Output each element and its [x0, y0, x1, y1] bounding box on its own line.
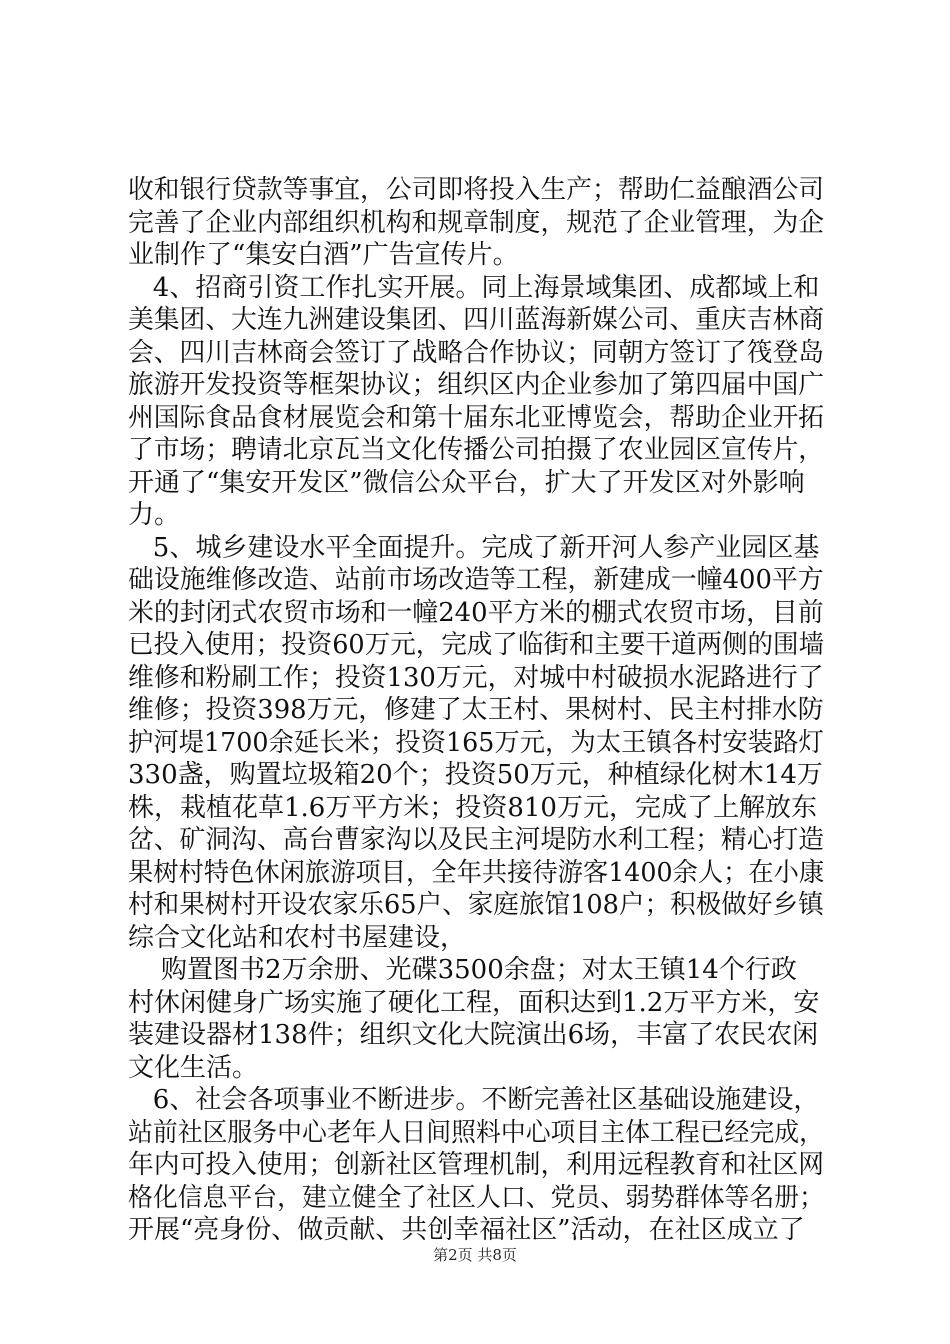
- text-line: 站前社区服务中心老年人日间照料中心项目主体工程已经完成，: [128, 1117, 824, 1148]
- text-line: 购置图书2万余册、光碟3500余盘；对太王镇14个行政: [128, 955, 797, 985]
- text-line: 株，栽植花草1.6万平方米；投资810万元，完成了上解放东: [128, 792, 817, 823]
- text-line: 旅游开发投资等框架协议；组织区内企业参加了第四届中国广: [128, 370, 825, 400]
- text-line: 米的封闭式农贸市场和一幢240平方米的棚式农贸市场，目前: [128, 597, 824, 628]
- text-line: 果树村特色休闲旅游项目，全年共接待游客1400余人；在小康: [128, 857, 825, 888]
- text-line: 收和银行贷款等事宜，公司即将投入生产；帮助仁益酿酒公司: [128, 175, 825, 205]
- text-line: 维修和粉刷工作；投资130万元，对城中村破损水泥路进行了: [128, 662, 824, 693]
- text-line: 村和果树村开设农家乐65户、家庭旅馆108户；积极做好乡镇: [128, 890, 824, 920]
- text-line: 开展“亮身份、做贡献、共创幸福社区”活动，在社区成立了: [128, 1215, 805, 1245]
- text-line: 开通了“集安开发区”微信公众平台，扩大了开发区对外影响: [128, 467, 805, 498]
- text-line: 综合文化站和农村书屋建设，: [128, 922, 467, 953]
- text-line: 岔、矿洞沟、高台曹家沟以及民主河堤防水利工程；精心打造: [128, 825, 825, 855]
- text-line: 础设施维修改造、站前市场改造等工程，新建成一幢400平方: [128, 565, 824, 595]
- text-line: 了市场；聘请北京瓦当文化传播公司拍摄了农业园区宣传片，: [128, 435, 825, 465]
- text-line: 4、招商引资工作扎实开展。同上海景域集团、成都域上和: [128, 272, 820, 303]
- text-line: 维修；投资398万元，修建了太王村、果树村、民主村排水防: [128, 695, 824, 725]
- text-line: 护河堤1700余延长米；投资165万元，为太王镇各村安装路灯: [128, 727, 824, 758]
- text-line: 6、社会各项事业不断进步。不断完善社区基础设施建设，: [128, 1085, 820, 1115]
- text-line: 业制作了“集安白酒”广告宣传片。: [128, 240, 519, 270]
- text-line: 美集团、大连九洲建设集团、四川蓝海新媒公司、重庆吉林商: [128, 305, 825, 335]
- text-line: 装建设器材138件；组织文化大院演出6场，丰富了农民农闲: [128, 1020, 819, 1050]
- text-line: 会、四川吉林商会签订了战略合作协议；同朝方签订了筏登岛: [128, 337, 825, 368]
- text-line: 完善了企业内部组织机构和规章制度，规范了企业管理，为企: [128, 207, 825, 238]
- text-line: 村休闲健身广场实施了硬化工程，面积达到1.2万平方米，安: [128, 987, 820, 1018]
- text-line: 5、城乡建设水平全面提升。完成了新开河人参产业园区基: [128, 532, 820, 563]
- text-line: 格化信息平台，建立健全了社区人口、党员、弱势群体等名册；: [128, 1182, 824, 1213]
- text-line: 330盏，购置垃圾箱20个；投资50万元，种植绿化树木14万: [128, 760, 823, 790]
- text-line: 力。: [128, 500, 181, 530]
- text-line: 已投入使用；投资60万元，完成了临街和主要干道两侧的围墙: [128, 630, 825, 660]
- text-line: 文化生活。: [128, 1052, 259, 1083]
- text-line: 年内可投入使用；创新社区管理机制，利用远程教育和社区网: [128, 1150, 825, 1180]
- page-footer: 第2页 共8页: [433, 1246, 517, 1264]
- text-line: 州国际食品食材展览会和第十届东北亚博览会，帮助企业开拓: [128, 402, 825, 433]
